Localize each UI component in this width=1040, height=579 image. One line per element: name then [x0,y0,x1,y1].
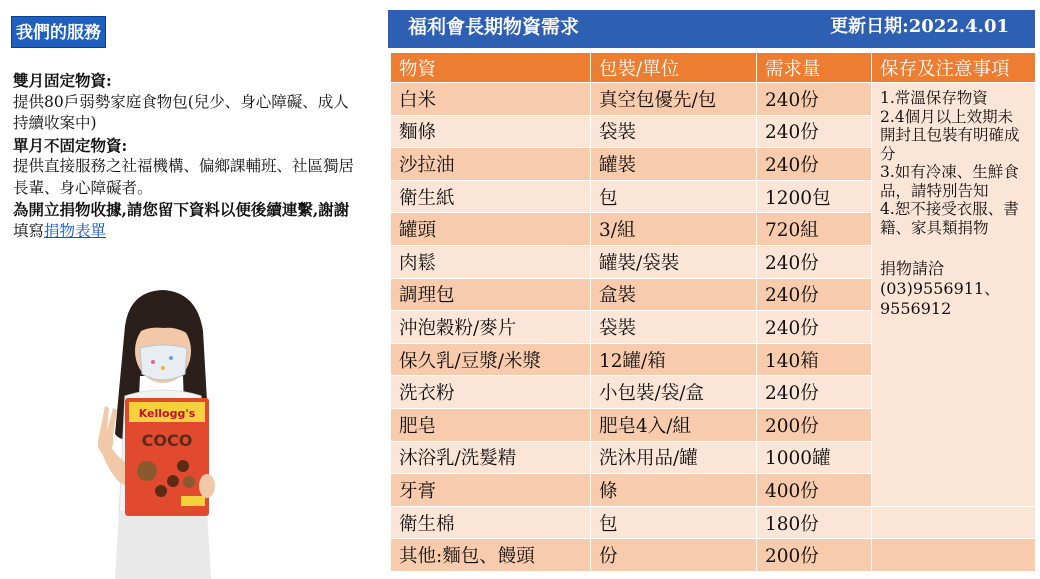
irregular-supplies-text: 提供直接服務之社福機構、偏鄉課輔班、社區獨居長輩、身心障礙者。 [13,157,355,197]
notes-spacer [880,237,1027,259]
contact-label: 捐物請洽 [880,259,945,278]
cell-unit: 袋裝 [591,311,757,344]
form-line [13,221,358,243]
cell-item: 衛生棉 [391,506,591,539]
cell-unit: 洗沐用品/罐 [591,441,757,474]
cell-quantity: 720組 [757,213,872,246]
cell-item: 其他:麵包、饅頭 [391,539,591,572]
svg-text:COCO: COCO [141,431,193,450]
cell-quantity: 240份 [757,83,872,116]
cell-item: 肉鬆 [391,245,591,278]
svg-text:Kellogg's: Kellogg's [138,407,196,420]
note-line: 3.如有冷凍、生鮮食品，請特別告知 [880,163,1019,200]
cell-unit: 份 [591,539,757,572]
cell-item: 沐浴乳/洗髮精 [391,441,591,474]
note-line: 1.常溫保存物資 [880,89,988,107]
cell-item: 罐頭 [391,213,591,246]
cell-unit: 包 [591,180,757,213]
cell-item: 牙膏 [391,474,591,507]
cell-quantity: 1000罐 [757,441,872,474]
services-intro [13,70,358,242]
cell-quantity: 240份 [757,376,872,409]
cell-item: 保久乳/豆漿/米漿 [391,343,591,376]
update-date: 更新日期:2022.4.01 [830,16,1009,37]
table-row [391,83,1036,116]
cell-quantity: 180份 [757,506,872,539]
note-line: 2.4個月以上效期未開封且包裝有明確成分 [880,107,1020,163]
needs-panel-title: 福利會長期物資需求 [408,16,580,38]
contact-phone: (03)9556911、9556912 [880,279,1001,318]
cell-quantity: 240份 [757,245,872,278]
cell-item: 肥皂 [391,408,591,441]
cell-unit: 罐裝/袋裝 [591,245,757,278]
services-column [0,0,385,579]
cell-unit: 3/組 [591,213,757,246]
cell-notes-empty [872,539,1036,572]
cell-quantity: 240份 [757,311,872,344]
table-row [391,506,1036,539]
needs-panel-header [388,10,1035,48]
form-prefix: 填寫 [13,221,45,240]
receipt-notice: 為開立捐物收據,請您留下資料以便後續連繫,謝謝 [13,200,350,219]
cell-unit: 12罐/箱 [591,343,757,376]
header-quantity: 需求量 [757,53,872,83]
services-title: 我們的服務 [11,16,106,48]
cell-quantity: 240份 [757,148,872,181]
cell-unit: 罐裝 [591,148,757,181]
cell-unit: 小包裝/袋/盒 [591,376,757,409]
fixed-supplies-text: 提供80戶弱勢家庭食物包(兒少、身心障礙、成人持續收案中) [13,92,349,132]
table-header-row [391,53,1036,83]
cell-quantity: 240份 [757,115,872,148]
child-with-cereal-photo [85,286,235,579]
cell-item: 麵條 [391,115,591,148]
header-unit: 包裝/單位 [591,53,757,83]
note-line: 4.恕不接受衣服、書籍、家具類捐物 [880,200,1019,237]
cell-notes-empty [872,506,1036,539]
cell-item: 調理包 [391,278,591,311]
cell-item: 洗衣粉 [391,376,591,409]
fixed-supplies-label: 雙月固定物資: [13,71,112,90]
storage-notes [872,83,1036,507]
donation-form-link[interactable]: 捐物表單 [44,221,107,240]
table-row [391,539,1036,572]
cell-item: 白米 [391,83,591,116]
cell-unit: 包 [591,506,757,539]
cell-unit: 袋裝 [591,115,757,148]
cell-unit: 肥皂4入/組 [591,408,757,441]
cell-quantity: 200份 [757,408,872,441]
irregular-supplies-label: 單月不固定物資: [13,135,128,155]
cell-quantity: 140箱 [757,343,872,376]
header-item: 物資 [391,53,591,83]
cell-unit: 盒裝 [591,278,757,311]
cell-item: 沖泡穀粉/麥片 [391,311,591,344]
cell-unit: 真空包優先/包 [591,83,757,116]
cell-quantity: 240份 [757,278,872,311]
supplies-needs-table [390,52,1036,572]
cell-quantity: 200份 [757,539,872,572]
cell-item: 沙拉油 [391,148,591,181]
cell-unit: 條 [591,474,757,507]
cell-quantity: 1200包 [757,180,872,213]
cell-quantity: 400份 [757,474,872,507]
header-notes: 保存及注意事項 [872,53,1036,83]
cell-item: 衛生紙 [391,180,591,213]
